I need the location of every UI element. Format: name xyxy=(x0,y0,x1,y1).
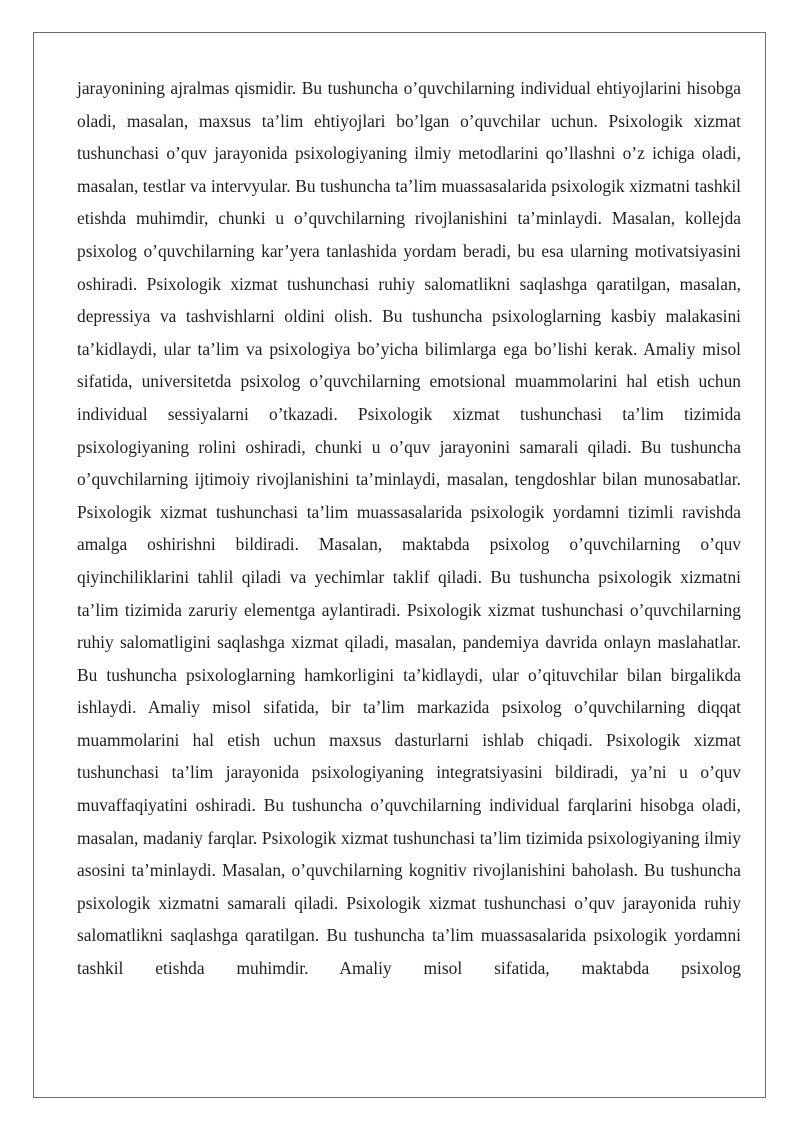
body-paragraph: jarayonining ajralmas qismidir. Bu tushuncha o’quvchilarning individual ehtiyojlarini hisobga oladi, masalan, maxsus ta’lim ehtiyojlari bo’lgan o’quvchilar uchun. Psixologik xizmat tushunchasi o’quv jarayonida psixologiyaning ilmiy metodlarini qo’llashni o’z ichiga oladi, masalan, testlar va intervyular. Bu tushuncha ta’lim muassasalarida psixologik xizmatni tashkil etishda muhimdir, chunki u o’quvchilarning rivojlanishini ta’minlaydi. Masalan, kollejda psixolog o’quvchilarning kar’yera tanlashida yordam beradi, bu esa ularning motivatsiyasini oshiradi. Psixologik xizmat tushunchasi ruhiy salomatlikni saqlashga qaratilgan, masalan, depressiya va tashvishlarni oldini olish. Bu tushuncha psixologlarning kasbiy malakasini ta’kidlaydi, ular ta’lim va psixologiya bo’yicha bilimlarga ega bo’lishi kerak. Amaliy misol sifatida, universitetda psixolog o’quvchilarning emotsional muammolarini hal etish uchun individual sessiyalarni o’tkazadi. Psixologik xizmat tushunchasi ta’lim tizimida psixologiyaning rolini oshiradi, chunki u o’quv jarayonini samarali qiladi. Bu tushuncha o’quvchilarning ijtimoiy rivojlanishini ta’minlaydi, masalan, tengdoshlar bilan munosabatlar. Psixologik xizmat tushunchasi ta’lim muassasalarida psixologik yordamni tizimli ravishda amalga oshirishni bildiradi. Masalan, maktabda psixolog o’quvchilarning o’quv qiyinchiliklarini tahlil qiladi va yechimlar taklif qiladi. Bu tushuncha psixologik xizmatni ta’lim tizimida zaruriy elementga aylantiradi. Psixologik xizmat tushunchasi o’quvchilarning ruhiy salomatligini saqlashga xizmat qiladi, masalan, pandemiya davrida onlayn maslahatlar. Bu tushuncha psixologlarning hamkorligini ta’kidlaydi, ular o’qituvchilar bilan birgalikda ishlaydi. Amaliy misol sifatida, bir ta’lim markazida psixolog o’quvchilarning diqqat muammolarini hal etish uchun maxsus dasturlarni ishlab chiqadi. Psixologik xizmat tushunchasi ta’lim jarayonida psixologiyaning integratsiyasini bildiradi, ya’ni u o’quv muvaffaqiyatini oshiradi. Bu tushuncha o’quvchilarning individual farqlarini hisobga oladi, masalan, madaniy farqlar. Psixologik xizmat tushunchasi ta’lim tizimida psixologiyaning ilmiy asosini ta’minlaydi. Masalan, o’quvchilarning kognitiv rivojlanishini baholash. Bu tushuncha psixologik xizmatni samarali qiladi. Psixologik xizmat tushunchasi o’quv jarayonida ruhiy salomatlikni saqlashga qaratilgan. Bu tushuncha ta’lim muassasalarida psixologik yordamni tashkil etishda muhimdir. Amaliy misol sifatida, maktabda psixolog xyxy=(77,78,741,979)
